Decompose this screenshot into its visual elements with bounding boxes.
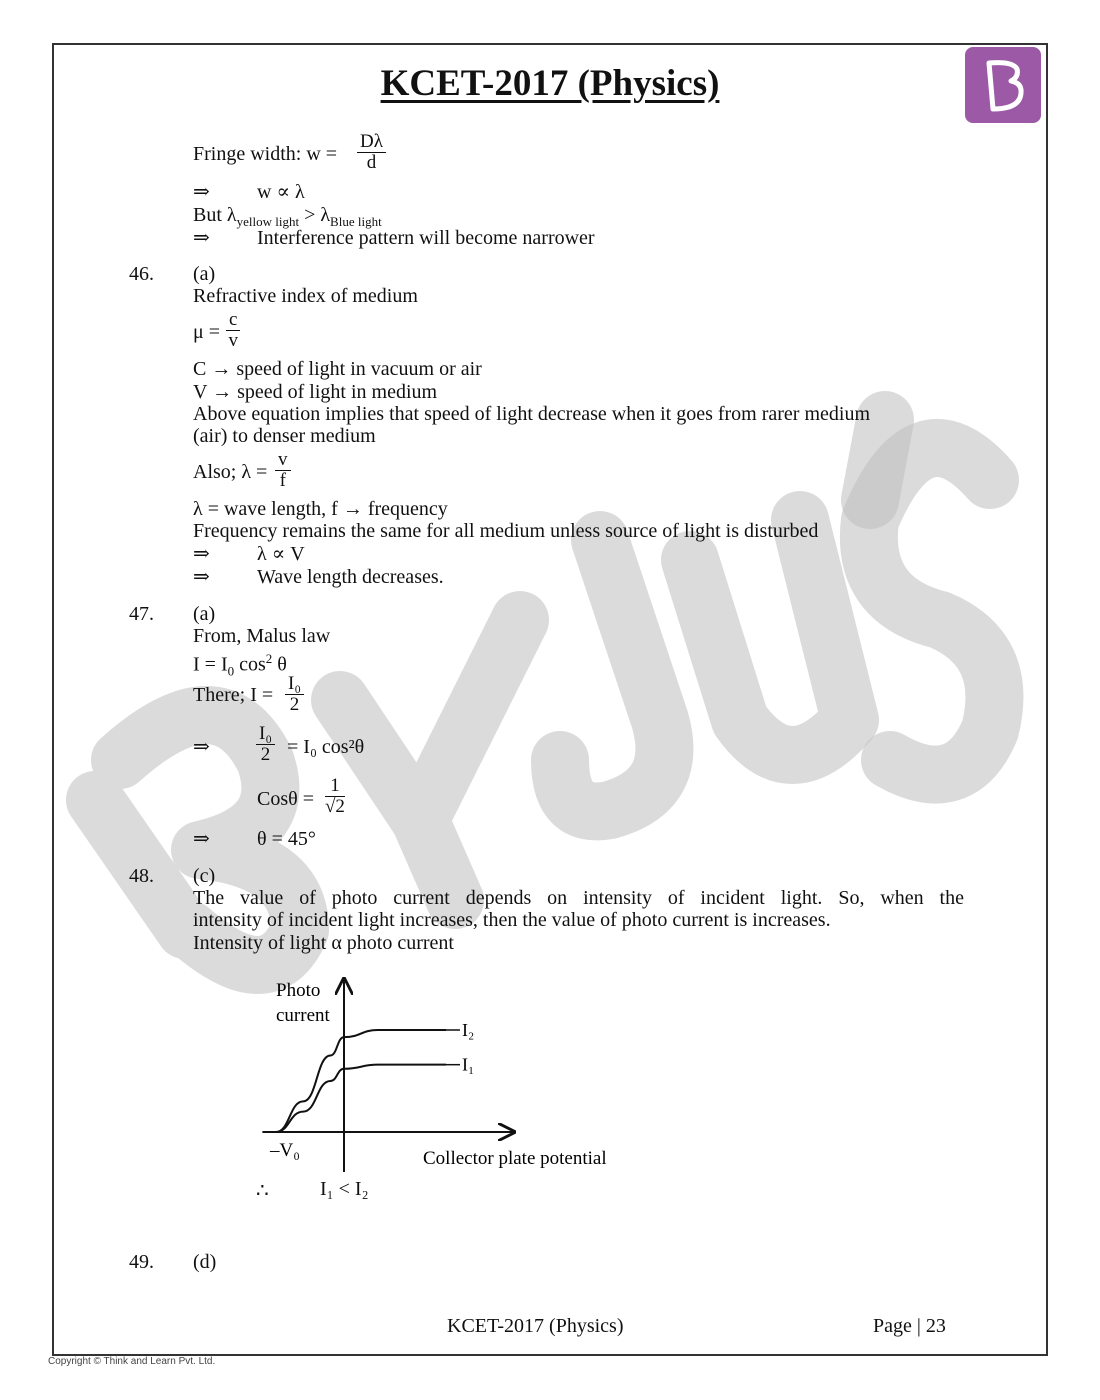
mu-numerator: c bbox=[226, 310, 240, 331]
there-numerator: I₀ bbox=[285, 674, 304, 695]
q48-conclusion: I₁ < I₂ bbox=[320, 1178, 369, 1200]
q48-line: intensity of incident light increases, then the value of photo current is increases. bbox=[193, 909, 831, 931]
answer-option: (a) bbox=[193, 603, 216, 625]
y-axis-label: current bbox=[276, 1005, 330, 1026]
x-axis-label: Collector plate potential bbox=[423, 1148, 607, 1169]
y-axis-label: Photo bbox=[276, 980, 321, 1001]
q48-line: Intensity of light α photo current bbox=[193, 932, 454, 954]
cos-denominator: √2 bbox=[325, 796, 345, 817]
series-label-2: I₁ bbox=[462, 1054, 475, 1075]
q46-line: (air) to denser medium bbox=[193, 425, 376, 447]
series-line-1 bbox=[276, 1030, 446, 1132]
implies-symbol: ⇒ bbox=[193, 566, 210, 588]
answer-option: (a) bbox=[193, 263, 216, 285]
question-number: 47. bbox=[129, 603, 154, 625]
question-number: 49. bbox=[129, 1251, 154, 1273]
also-numerator: v bbox=[275, 450, 291, 471]
fringe-denominator: d bbox=[366, 152, 377, 173]
implies-symbol: ⇒ bbox=[193, 736, 210, 758]
lambda-proportional: λ ∝ V bbox=[257, 543, 305, 565]
page-number: Page | 23 bbox=[873, 1315, 946, 1337]
theta-result: θ = 45° bbox=[257, 828, 316, 850]
footer-title: KCET-2017 (Physics) bbox=[447, 1315, 624, 1337]
also-denominator: f bbox=[279, 470, 286, 491]
malus-law: $I = I_0$ $\cos^2 \theta$ bbox=[193, 651, 287, 679]
c-definition: C → speed of light in vacuum or air bbox=[193, 358, 482, 380]
lambda-definition: λ = wave length, f → frequency bbox=[193, 498, 448, 520]
fringe-numerator: Dλ bbox=[357, 132, 386, 153]
question-number: 46. bbox=[129, 263, 154, 285]
answer-option: (d) bbox=[193, 1251, 217, 1273]
cos-numerator: 1 bbox=[325, 776, 345, 797]
implies-symbol: ⇒ bbox=[193, 543, 210, 565]
q45-conclusion: Interference pattern will become narrower bbox=[257, 227, 595, 249]
q46-line: Frequency remains the same for all medium unless source of light is disturbed bbox=[193, 520, 819, 542]
there-denominator: 2 bbox=[289, 694, 300, 715]
q46-line: Refractive index of medium bbox=[193, 285, 418, 307]
therefore-symbol: ∴ bbox=[256, 1180, 269, 1202]
q46-line: Above equation implies that speed of light decrease when it goes from rarer medium bbox=[193, 403, 871, 425]
v0-tick-label: –V₀ bbox=[270, 1140, 300, 1161]
page-title: KCET-2017 (Physics) bbox=[380, 63, 720, 104]
cos-label: Cosθ = bbox=[257, 788, 314, 810]
series-label-1: I₂ bbox=[462, 1020, 475, 1040]
implies-symbol: ⇒ bbox=[193, 828, 210, 850]
answer-option: (c) bbox=[193, 865, 216, 887]
q46-result: Wave length decreases. bbox=[257, 566, 444, 588]
series-line-2 bbox=[276, 1065, 446, 1132]
mu-label: μ = bbox=[193, 321, 221, 343]
lhs-numerator: I₀ bbox=[256, 724, 275, 745]
w-proportional: w ∝ λ bbox=[257, 181, 305, 203]
copyright-notice: Copyright © Think and Learn Pvt. Ltd. bbox=[48, 1356, 216, 1367]
wavelength-comparison: But $\lambda_{yellow light} > \lambda_{Blue light}$ bbox=[193, 204, 382, 229]
q48-line: The value of photo current depends on intensity of incident light. So, when the bbox=[193, 887, 964, 909]
also-label: Also; λ = bbox=[193, 461, 268, 483]
mu-denominator: v bbox=[228, 330, 238, 351]
fringe-width-label: Fringe width: w = bbox=[193, 143, 338, 165]
lhs-denominator: 2 bbox=[260, 744, 271, 765]
implies-symbol: ⇒ bbox=[193, 181, 210, 203]
there-label: There; I = bbox=[193, 684, 274, 706]
question-number: 48. bbox=[129, 865, 154, 887]
malus-rhs: = I₀ cos²θ bbox=[287, 736, 365, 758]
q47-line: From, Malus law bbox=[193, 625, 331, 647]
implies-symbol: ⇒ bbox=[193, 227, 210, 249]
v-definition: V → speed of light in medium bbox=[193, 381, 438, 403]
